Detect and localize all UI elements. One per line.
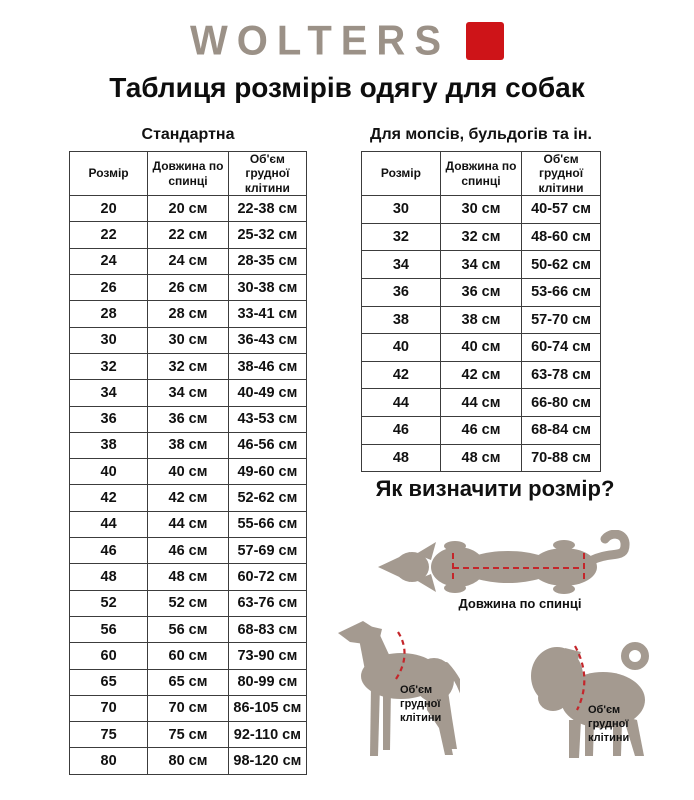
table-row: [70, 432, 307, 458]
table-cell: 43-53 см: [228, 406, 306, 432]
column-header-back-length: Довжина по спинці: [148, 152, 229, 196]
column-header-chest-girth: Об'єм грудної клітини: [228, 152, 306, 196]
table-row: [362, 361, 601, 389]
table-cell: 40: [70, 459, 148, 485]
table-cell: 36-43 см: [228, 327, 306, 353]
table-cell: 36: [70, 406, 148, 432]
standard-table-body: [70, 196, 307, 775]
table-cell: 44 см: [440, 389, 521, 417]
table-row: [70, 538, 307, 564]
table-cell: 48-60 см: [522, 223, 601, 251]
table-cell: 98-120 см: [228, 748, 306, 774]
table-cell: 44 см: [148, 511, 229, 537]
table-cell: 80: [70, 748, 148, 774]
table-cell: 60-72 см: [228, 564, 306, 590]
table-cell: 46: [362, 416, 441, 444]
table-cell: 80-99 см: [228, 669, 306, 695]
table-cell: 40 см: [148, 459, 229, 485]
table-row: [70, 327, 307, 353]
table-cell: 53-66 см: [522, 278, 601, 306]
table-cell: 92-110 см: [228, 722, 306, 748]
table-cell: 42: [70, 485, 148, 511]
brand-logo: [0, 18, 694, 64]
table-cell: 63-78 см: [522, 361, 601, 389]
table-row: [70, 722, 307, 748]
table-cell: 42 см: [148, 485, 229, 511]
table-cell: 32 см: [440, 223, 521, 251]
column-header-chest-girth: Об'єм грудної клітини: [522, 152, 601, 196]
table-cell: 70-88 см: [522, 444, 601, 472]
table-row: [70, 485, 307, 511]
table-row: [70, 275, 307, 301]
table-cell: 70: [70, 695, 148, 721]
table-cell: 65 см: [148, 669, 229, 695]
table-cell: 36 см: [148, 406, 229, 432]
standard-table-caption: Стандартна: [141, 126, 235, 143]
table-cell: 80 см: [148, 748, 229, 774]
table-row: [70, 353, 307, 379]
table-cell: 68-84 см: [522, 416, 601, 444]
table-cell: 40 см: [440, 334, 521, 362]
table-row: [70, 669, 307, 695]
table-row: [70, 695, 307, 721]
table-cell: 28 см: [148, 301, 229, 327]
table-cell: 56: [70, 616, 148, 642]
table-cell: 22-38 см: [228, 196, 306, 222]
dog-topview-silhouette-icon: [378, 534, 625, 594]
table-row: [362, 334, 601, 362]
table-header-row: [70, 152, 307, 196]
chest-girth-label-standing-dog: Об'єм грудної клітини: [400, 684, 442, 724]
table-cell: 50-62 см: [522, 251, 601, 279]
table-row: [70, 380, 307, 406]
table-cell: 26 см: [148, 275, 229, 301]
back-length-label: Довжина по спинці: [458, 596, 582, 611]
table-row: [70, 616, 307, 642]
table-cell: 38: [362, 306, 441, 334]
table-row: [70, 248, 307, 274]
table-cell: 32: [362, 223, 441, 251]
column-header-size: Розмір: [70, 152, 148, 196]
table-cell: 57-70 см: [522, 306, 601, 334]
bulldog-table-caption: Для мопсів, бульдогів та ін.: [370, 126, 592, 143]
table-cell: 30 см: [148, 327, 229, 353]
table-cell: 75 см: [148, 722, 229, 748]
table-cell: 40-57 см: [522, 196, 601, 224]
table-cell: 32 см: [148, 353, 229, 379]
table-cell: 30-38 см: [228, 275, 306, 301]
table-cell: 36 см: [440, 278, 521, 306]
table-row: [362, 389, 601, 417]
table-cell: 55-66 см: [228, 511, 306, 537]
table-cell: 48 см: [148, 564, 229, 590]
brand-logo-text: WOLTERS: [189, 17, 450, 64]
table-row: [362, 416, 601, 444]
table-cell: 46: [70, 538, 148, 564]
table-cell: 52: [70, 590, 148, 616]
table-row: [70, 643, 307, 669]
table-row: [70, 590, 307, 616]
table-cell: 34: [362, 251, 441, 279]
table-cell: 52-62 см: [228, 485, 306, 511]
table-row: [70, 748, 307, 774]
bulldog-table-body: [362, 196, 601, 472]
table-cell: 28: [70, 301, 148, 327]
brand-logo-square-icon: [466, 22, 504, 60]
table-cell: 42: [362, 361, 441, 389]
table-cell: 33-41 см: [228, 301, 306, 327]
table-cell: 57-69 см: [228, 538, 306, 564]
chest-girth-label-bulldog: Об'єм грудної клітини: [588, 704, 630, 744]
page-title: Таблиця розмірів одягу для собак: [109, 72, 585, 103]
table-cell: 40: [362, 334, 441, 362]
table-cell: 34 см: [440, 251, 521, 279]
table-cell: 73-90 см: [228, 643, 306, 669]
table-cell: 24 см: [148, 248, 229, 274]
table-cell: 44: [70, 511, 148, 537]
table-cell: 49-60 см: [228, 459, 306, 485]
table-cell: 40-49 см: [228, 380, 306, 406]
table-row: [362, 278, 601, 306]
table-cell: 42 см: [440, 361, 521, 389]
table-cell: 28-35 см: [228, 248, 306, 274]
table-cell: 65: [70, 669, 148, 695]
table-row: [362, 251, 601, 279]
table-cell: 38 см: [440, 306, 521, 334]
table-row: [70, 222, 307, 248]
table-row: [70, 406, 307, 432]
table-row: [70, 564, 307, 590]
table-cell: 56 см: [148, 616, 229, 642]
table-cell: 63-76 см: [228, 590, 306, 616]
table-row: [362, 196, 601, 224]
table-cell: 34: [70, 380, 148, 406]
bulldog-size-table: [361, 151, 601, 472]
table-cell: 60-74 см: [522, 334, 601, 362]
bulldog-size-table-section: [361, 126, 601, 472]
table-header-row: [362, 152, 601, 196]
table-row: [70, 196, 307, 222]
table-cell: 22 см: [148, 222, 229, 248]
table-cell: 20 см: [148, 196, 229, 222]
table-cell: 26: [70, 275, 148, 301]
table-cell: 60 см: [148, 643, 229, 669]
table-cell: 86-105 см: [228, 695, 306, 721]
table-cell: 30: [70, 327, 148, 353]
table-cell: 44: [362, 389, 441, 417]
table-cell: 36: [362, 278, 441, 306]
column-header-size: Розмір: [362, 152, 441, 196]
table-cell: 20: [70, 196, 148, 222]
table-row: [70, 511, 307, 537]
table-cell: 30 см: [440, 196, 521, 224]
table-row: [362, 444, 601, 472]
table-cell: 46 см: [148, 538, 229, 564]
table-row: [70, 459, 307, 485]
table-cell: 38 см: [148, 432, 229, 458]
standard-size-table-section: [69, 126, 307, 775]
table-row: [362, 223, 601, 251]
table-cell: 38-46 см: [228, 353, 306, 379]
howto-title: Як визначити розмір?: [375, 476, 615, 501]
table-cell: 60: [70, 643, 148, 669]
standard-size-table: [69, 151, 307, 775]
table-cell: 66-80 см: [522, 389, 601, 417]
table-cell: 68-83 см: [228, 616, 306, 642]
table-cell: 52 см: [148, 590, 229, 616]
table-cell: 48 см: [440, 444, 521, 472]
table-cell: 32: [70, 353, 148, 379]
table-cell: 46 см: [440, 416, 521, 444]
table-cell: 34 см: [148, 380, 229, 406]
table-cell: 30: [362, 196, 441, 224]
table-cell: 22: [70, 222, 148, 248]
column-header-back-length: Довжина по спинці: [440, 152, 521, 196]
table-cell: 48: [362, 444, 441, 472]
table-cell: 48: [70, 564, 148, 590]
table-cell: 75: [70, 722, 148, 748]
table-cell: 70 см: [148, 695, 229, 721]
table-cell: 25-32 см: [228, 222, 306, 248]
table-cell: 38: [70, 432, 148, 458]
table-cell: 24: [70, 248, 148, 274]
dog-topview-back-length-diagram: [358, 530, 658, 604]
table-row: [70, 301, 307, 327]
table-cell: 46-56 см: [228, 432, 306, 458]
table-row: [362, 306, 601, 334]
